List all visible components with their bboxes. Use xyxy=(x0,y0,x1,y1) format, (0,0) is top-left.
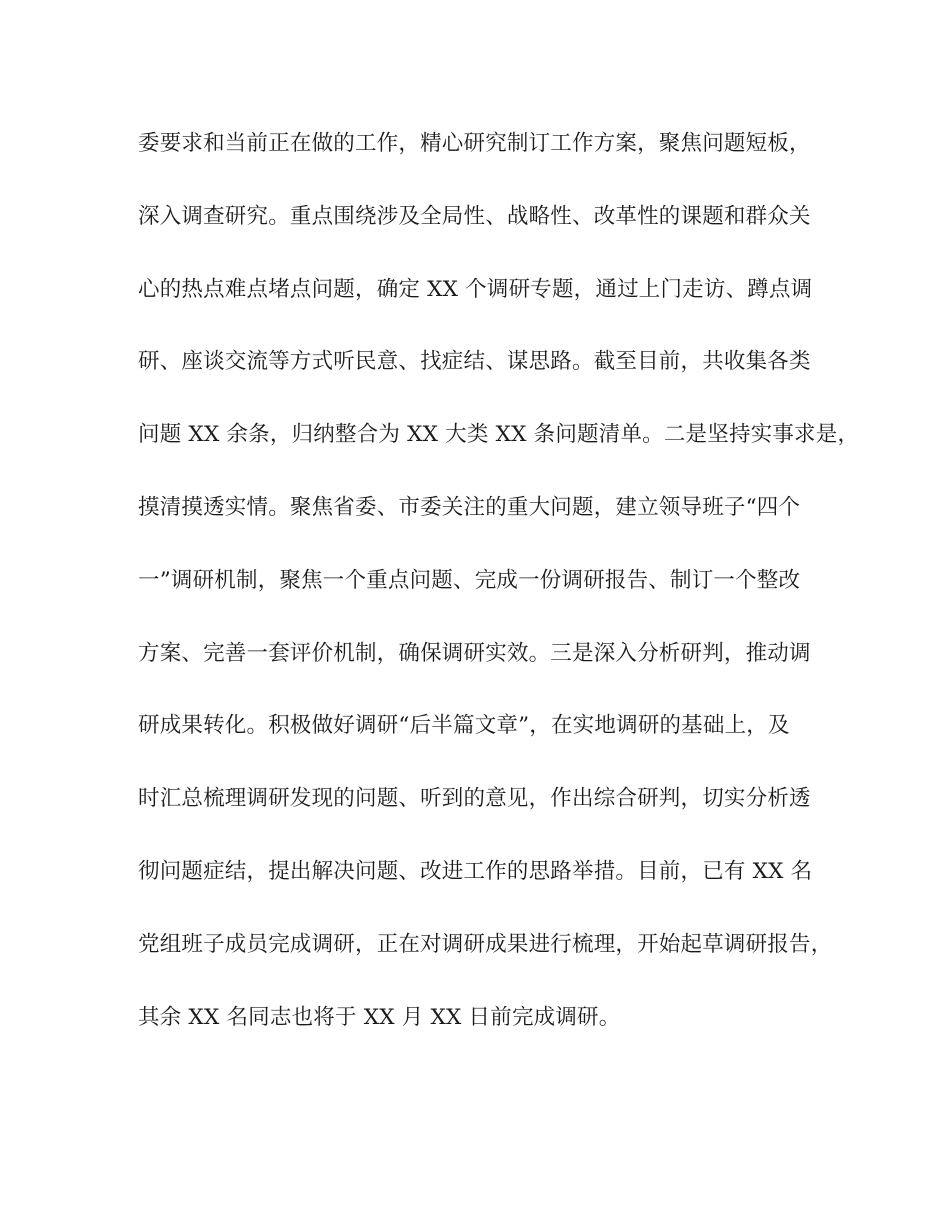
paragraph-line-11: 彻问题症结，提出解决问题、改进工作的思路举措。目前，已有 XX 名 xyxy=(138,858,813,884)
paragraph-line-8: 方案、完善一套评价机制，确保调研实效。三是深入分析研判，推动调 xyxy=(138,640,811,666)
paragraph-line-13: 其余 XX 名同志也将于 XX 月 XX 日前完成调研。 xyxy=(138,1004,621,1030)
paragraph-line-5: 问题 XX 余条，归纳整合为 XX 大类 XX 条问题清单。二是坚持实事求是， xyxy=(138,422,860,448)
paragraph-line-3: 心的热点难点堵点问题，确定 XX 个调研专题，通过上门走访、蹲点调 xyxy=(138,276,813,302)
paragraph-line-12: 党组班子成员完成调研，正在对调研成果进行梳理，开始起草调研报告， xyxy=(138,931,833,957)
paragraph-line-6: 摸清摸透实情。聚焦省委、市委关注的重大问题，建立领导班子“四个 xyxy=(138,494,801,520)
paragraph-line-4: 研、座谈交流等方式听民意、找症结、谋思路。截至目前，共收集各类 xyxy=(138,349,811,375)
paragraph-line-10: 时汇总梳理调研发现的问题、听到的意见，作出综合研判，切实分析透 xyxy=(138,786,811,812)
body-paragraph xyxy=(138,122,860,1068)
paragraph-line-9: 研成果转化。积极做好调研“后半篇文章”，在实地调研的基础上，及 xyxy=(138,713,790,739)
paragraph-line-7: 一”调研机制，聚焦一个重点问题、完成一份调研报告、制订一个整改 xyxy=(138,567,801,593)
paragraph-line-2: 深入调查研究。重点围绕涉及全局性、战略性、改革性的课题和群众关 xyxy=(138,203,811,229)
paragraph-line-1: 委要求和当前正在做的工作，精心研究制订工作方案，聚焦问题短板， xyxy=(138,131,811,156)
